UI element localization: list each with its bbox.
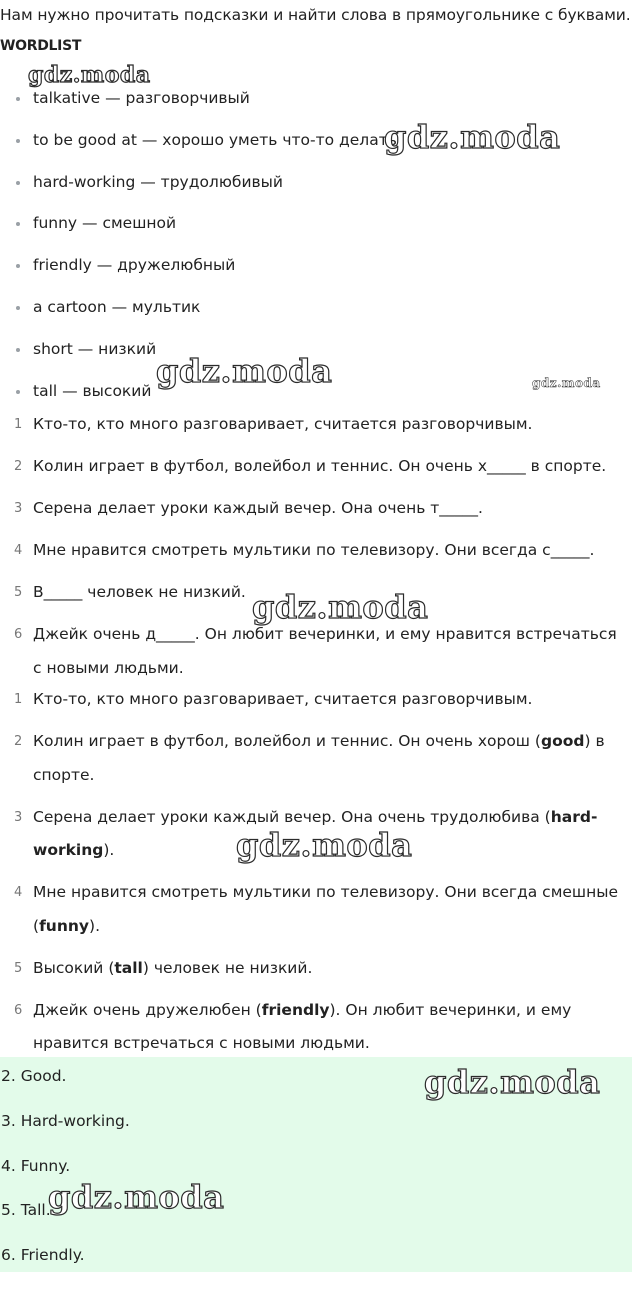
question-item <box>0 492 623 526</box>
item-number: 5 <box>14 585 23 600</box>
item-number: 3 <box>14 501 23 516</box>
watermark: gdz.moda <box>532 376 601 390</box>
translation-item <box>0 994 623 1061</box>
answer-word: good <box>540 732 585 750</box>
watermark: gdz.moda <box>156 352 333 390</box>
intro-text: Нам нужно прочитать подсказки и найти слова в прямоугольнике с буквами. <box>0 6 631 24</box>
translation-text: Джейк очень дружелюбен ( <box>33 1000 262 1019</box>
item-number: 2 <box>14 459 23 474</box>
answer-word: hard-working <box>33 807 598 859</box>
translation-text: Кто-то, кто много разговаривает, считается разговорчивым. <box>33 690 533 708</box>
answer-word: tall <box>114 958 143 977</box>
wordlist-item: hard-working — трудолюбивый <box>0 170 397 212</box>
question-text: Кто-то, кто много разговаривает, считается разговорчивым. <box>33 415 533 433</box>
answer-word: funny <box>39 916 90 935</box>
answer-line: 3. Hard-working. <box>1 1112 130 1130</box>
translation-item <box>0 876 623 943</box>
item-number: 1 <box>14 417 23 432</box>
translation-text: ). <box>103 841 115 859</box>
question-list <box>0 408 623 694</box>
wordlist-item: short — низкий <box>0 337 397 379</box>
question-text: Джейк очень д_____. Он любит вечеринки, и ему нравится встречаться с новыми людьми. <box>33 625 617 677</box>
item-number: 6 <box>14 627 23 642</box>
answer-line: 2. Good. <box>1 1067 67 1085</box>
item-number: 4 <box>14 543 23 558</box>
watermark: gdz.moda <box>48 1178 225 1216</box>
translation-item <box>0 952 623 986</box>
question-item <box>0 618 623 685</box>
translation-text: ). <box>89 916 100 935</box>
item-number: 6 <box>14 1002 23 1018</box>
question-text: В_____ человек не низкий. <box>33 583 246 601</box>
wordlist-item: tall — высокий <box>0 379 397 421</box>
watermark: gdz.moda <box>28 62 151 88</box>
translation-text: ) человек не низкий. <box>142 958 313 977</box>
item-number: 4 <box>14 885 23 900</box>
answer-line: 4. Funny. <box>1 1157 71 1175</box>
translation-item <box>0 683 623 717</box>
translation-text: ) в спорте. <box>33 732 605 784</box>
translation-text: Серена делает уроки каждый вечер. Она очень трудолюбива ( <box>33 807 551 826</box>
watermark: gdz.moda <box>384 118 561 156</box>
watermark: gdz.moda <box>236 826 413 864</box>
wordlist-item: to be good at — хорошо уметь что-то делать <box>0 128 397 170</box>
question-text: Серена делает уроки каждый вечер. Она очень т_____. <box>33 499 483 517</box>
answer-line: 5. Tall. <box>1 1201 51 1219</box>
translation-list <box>0 683 623 1069</box>
item-number: 5 <box>14 960 23 976</box>
question-item <box>0 534 623 568</box>
question-text: Мне нравится смотреть мультики по телевизору. Они всегда с_____. <box>33 541 595 559</box>
translation-item <box>0 725 623 792</box>
translation-text: Высокий ( <box>33 958 115 977</box>
wordlist-item: a cartoon — мультик <box>0 295 397 337</box>
question-item <box>0 450 623 484</box>
answer-line: 6. Friendly. <box>1 1246 85 1264</box>
item-number: 1 <box>14 692 23 707</box>
translation-text: Мне нравится смотреть мультики по телевизору. Они всегда смешные ( <box>33 883 619 935</box>
item-number: 3 <box>14 809 23 825</box>
wordlist-item: friendly — дружелюбный <box>0 253 397 295</box>
wordlist-item: funny — смешной <box>0 211 397 253</box>
answer-word: friendly <box>261 1000 330 1019</box>
translation-text: Колин играет в футбол, волейбол и теннис. Он очень хорош ( <box>33 732 541 750</box>
question-item <box>0 408 623 442</box>
wordlist-heading: WORDLIST <box>0 38 82 54</box>
translation-text: ). Он любит вечеринки, и ему нравится встречаться с новыми людьми. <box>33 1000 572 1052</box>
wordlist-item: talkative — разговорчивый <box>0 86 397 128</box>
question-text: Колин играет в футбол, волейбол и теннис. Он очень х_____ в спорте. <box>33 457 607 475</box>
watermark: gdz.moda <box>252 588 429 626</box>
item-number: 2 <box>14 734 23 749</box>
watermark: gdz.moda <box>424 1063 601 1101</box>
